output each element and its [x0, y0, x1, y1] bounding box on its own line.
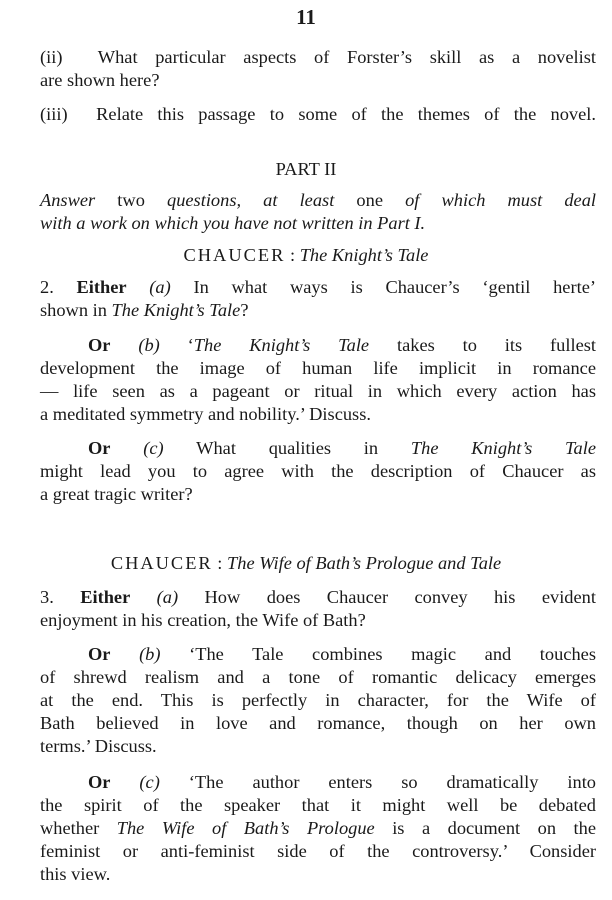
question-3b-line-1: Or (b) ‘The Tale combines magic and touches	[88, 644, 596, 664]
part-ii-instruction-line-1: Answer two questions, at least one of which must deal	[40, 190, 597, 210]
part-ii-instruction-line-2: with a work on which you have not written in Part I.	[40, 213, 426, 233]
question-ii-line-1: (ii) What particular aspects of Forster’s skill as a novelist	[40, 47, 596, 67]
question-ii-line-2: are shown here?	[40, 70, 160, 90]
question-3b-line-3: at the end. This is perfectly in character, for the Wife of	[40, 690, 596, 710]
question-2b-line-2: development the image of human life implicit in romance	[40, 358, 596, 378]
question-2b-line-1: Or (b) ‘The Knight’s Tale takes to its fullest	[88, 335, 596, 355]
section-heading-knights-tale: CHAUCER : The Knight’s Tale	[183, 245, 429, 265]
question-2b-line-4: a meditated symmetry and nobility.’ Discuss.	[40, 404, 371, 424]
question-2c-line-3: a great tragic writer?	[40, 484, 193, 504]
question-3b-line-4: Bath believed in love and romance, though on her own	[40, 713, 596, 733]
question-3c-line-5: this view.	[40, 864, 111, 884]
question-2c-line-1: Or (c) What qualities in The Knight’s Tale	[88, 438, 597, 458]
question-iii-line-1: (iii) Relate this passage to some of the themes of the novel.	[40, 104, 596, 124]
question-2a-line-2: shown in The Knight’s Tale?	[40, 300, 249, 320]
page-number: 11	[296, 5, 316, 29]
question-3b-line-2: of shrewd realism and a tone of romantic delicacy emerges	[40, 667, 596, 687]
question-2a-line-1: 2. Either (a) In what ways is Chaucer’s ‘gentil herte’	[40, 277, 596, 297]
question-2c-line-2: might lead you to agree with the description of Chaucer as	[40, 461, 596, 481]
question-2b-line-3: — life seen as a pageant or ritual in which every action has	[40, 381, 596, 401]
question-3b-line-5: terms.’ Discuss.	[40, 736, 157, 756]
question-3c-line-3: whether The Wife of Bath’s Prologue is a document on the	[40, 818, 596, 838]
question-3a-line-1: 3. Either (a) How does Chaucer convey his evident	[40, 587, 596, 607]
part-ii-heading: PART II	[275, 159, 337, 179]
question-3c-line-4: feminist or anti-feminist side of the controversy.’ Consider	[40, 841, 596, 861]
question-3c-line-1: Or (c) ‘The author enters so dramatically into	[88, 772, 596, 792]
question-3a-line-2: enjoyment in his creation, the Wife of Bath?	[40, 610, 366, 630]
section-heading-wife-of-bath: CHAUCER : The Wife of Bath’s Prologue and Tale	[110, 553, 502, 573]
question-3c-line-2: the spirit of the speaker that it might well be debated	[40, 795, 596, 815]
